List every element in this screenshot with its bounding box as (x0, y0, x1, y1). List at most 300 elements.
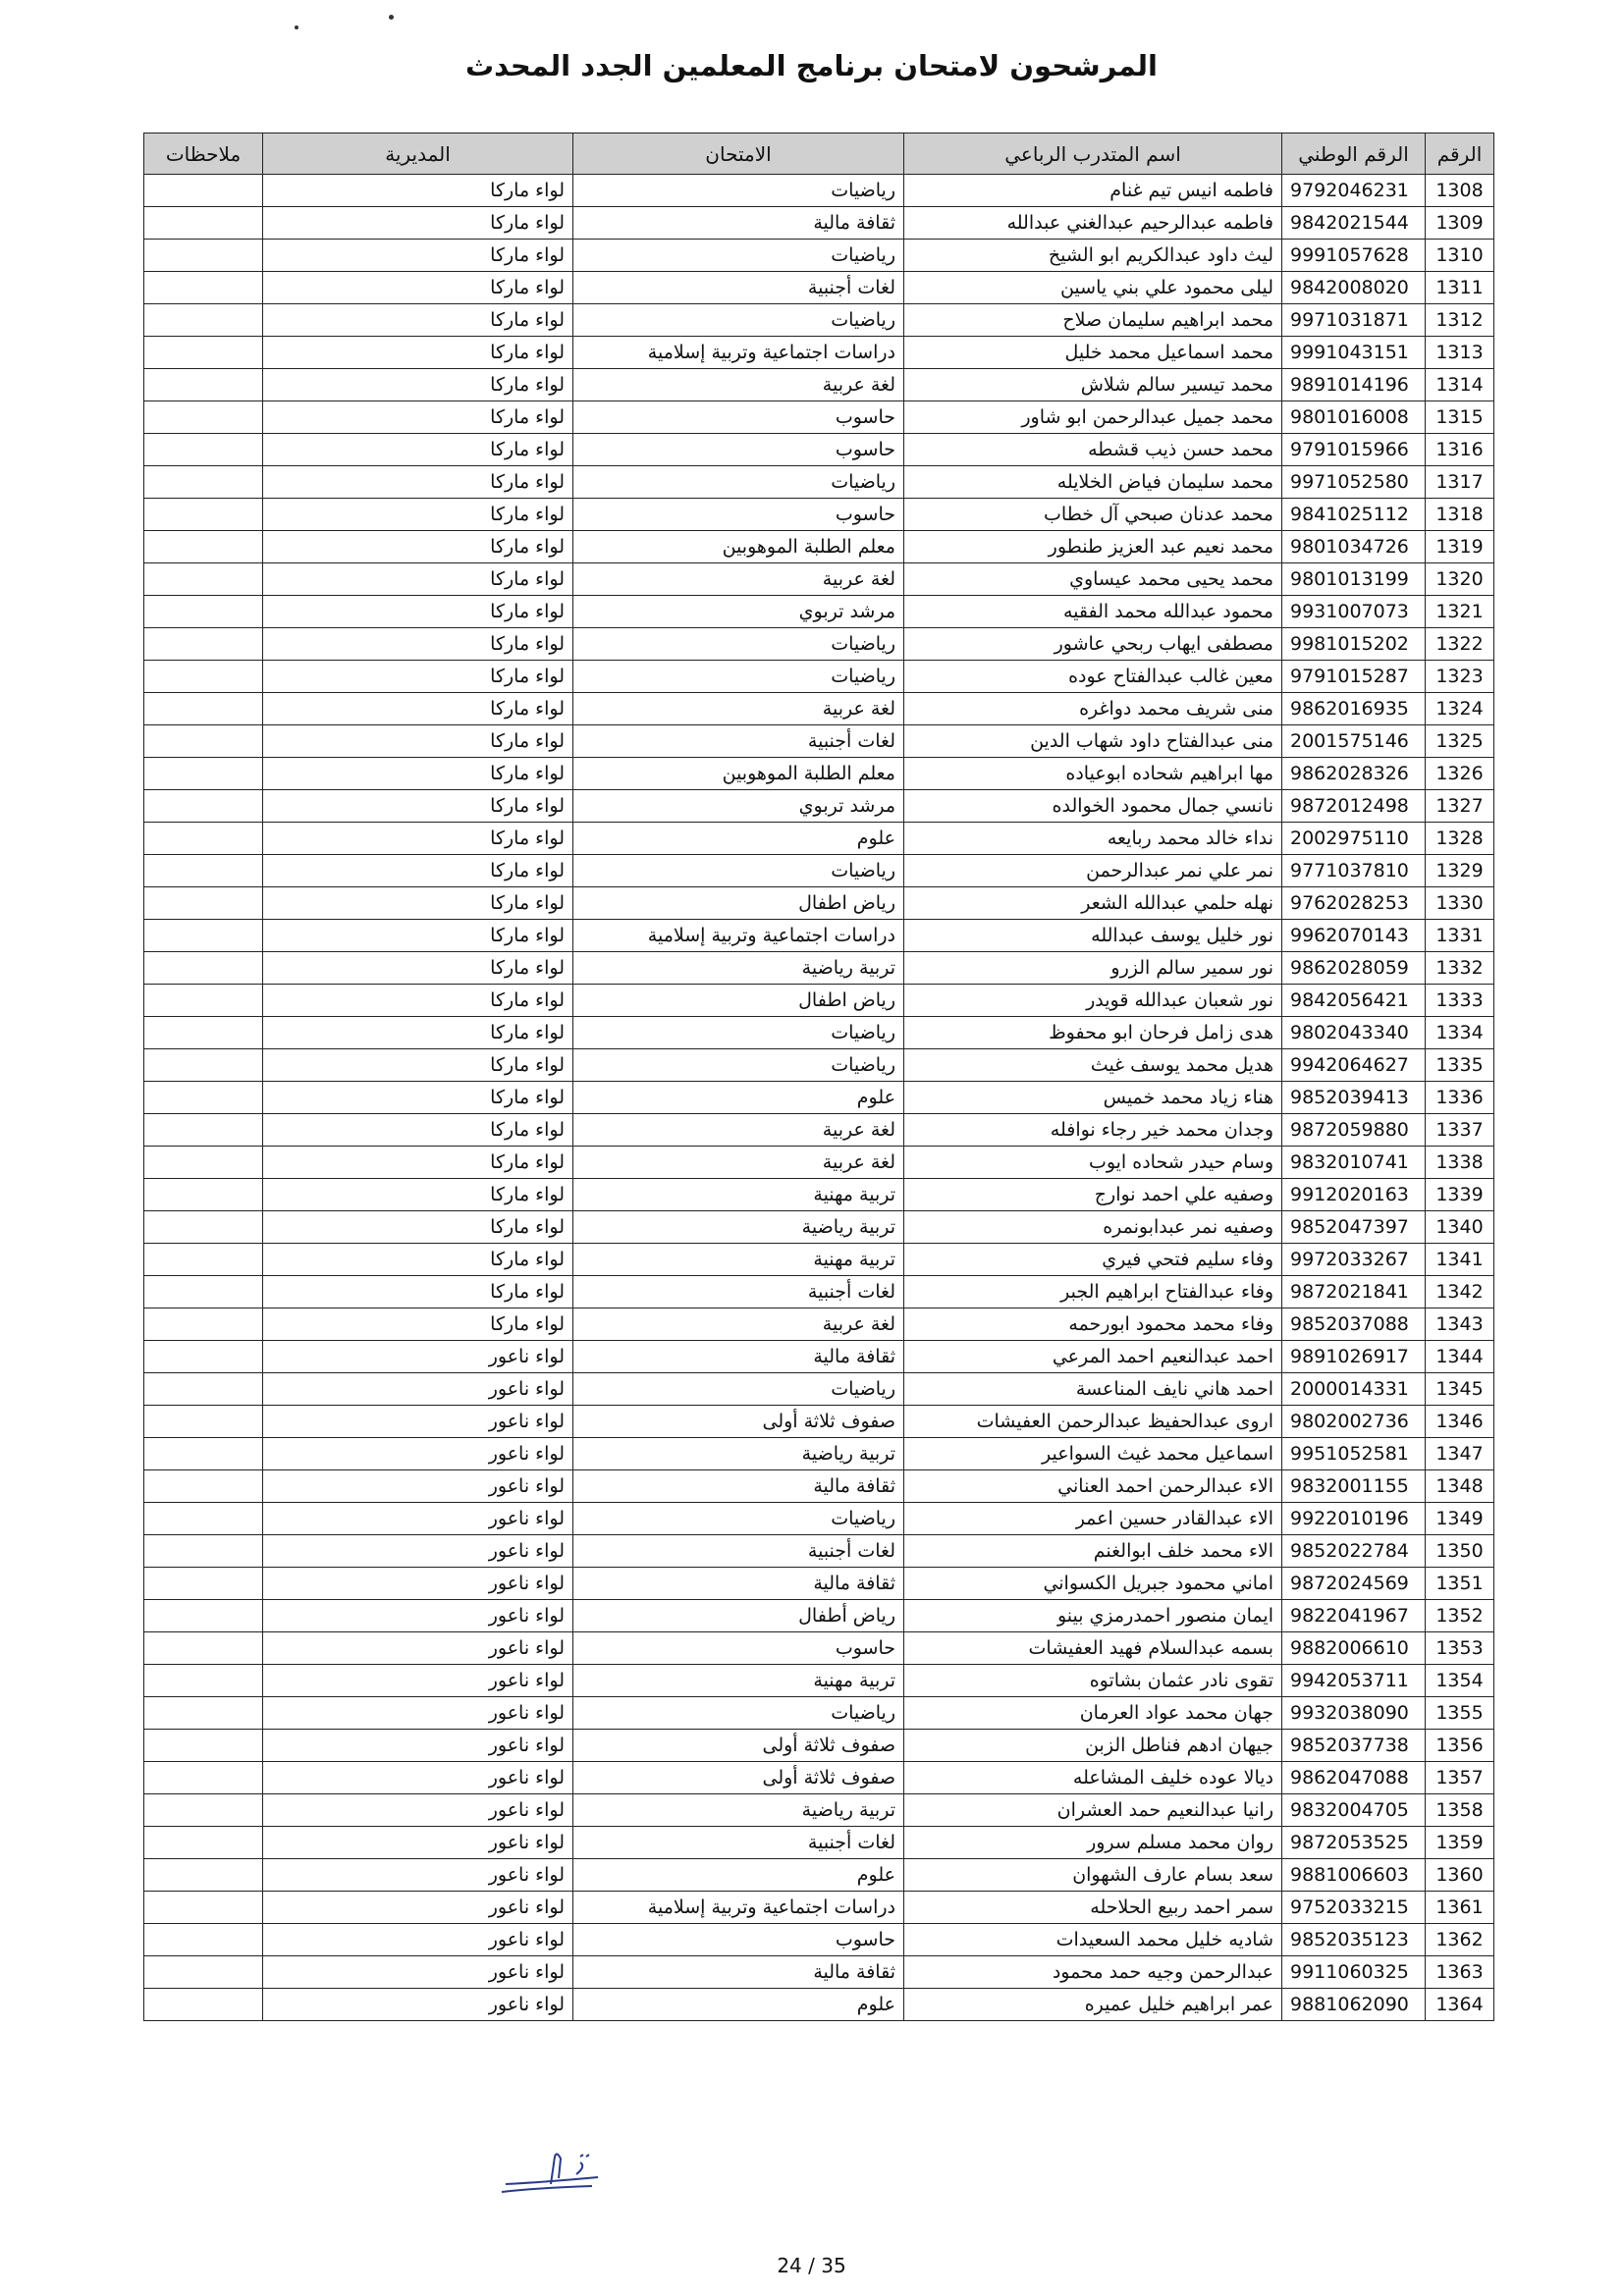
national-id-cell: 9972033267 (1282, 1244, 1426, 1276)
exam-subject-cell: رياض اطفال (573, 985, 904, 1017)
row-number-cell: 1359 (1426, 1827, 1494, 1859)
directorate-cell: لواء ماركا (263, 499, 573, 531)
national-id-cell: 9822041967 (1282, 1600, 1426, 1632)
exam-subject-cell: علوم (573, 1989, 904, 2021)
notes-cell (144, 1114, 263, 1147)
directorate-cell: لواء ماركا (263, 563, 573, 596)
trainee-name-cell: احمد عبدالنعيم احمد المرعي (904, 1341, 1282, 1373)
trainee-name-cell: عمر ابراهيم خليل عميره (904, 1989, 1282, 2021)
exam-subject-cell: رياضيات (573, 1017, 904, 1049)
national-id-cell: 9891014196 (1282, 369, 1426, 401)
national-id-cell: 9791015287 (1282, 661, 1426, 693)
directorate-cell: لواء ماركا (263, 337, 573, 369)
exam-subject-cell: رياضيات (573, 1503, 904, 1535)
national-id-cell: 9872053525 (1282, 1827, 1426, 1859)
exam-subject-cell: ثقافة مالية (573, 1470, 904, 1503)
national-id-cell: 9801034726 (1282, 531, 1426, 563)
trainee-name-cell: روان محمد مسلم سرور (904, 1827, 1282, 1859)
table-row (144, 855, 1494, 887)
exam-subject-cell: لغة عربية (573, 369, 904, 401)
trainee-name-cell: نمر علي نمر عبدالرحمن (904, 855, 1282, 887)
directorate-cell: لواء ماركا (263, 823, 573, 855)
notes-cell (144, 434, 263, 466)
exam-subject-cell: لغات أجنبية (573, 1827, 904, 1859)
national-id-cell: 9931007073 (1282, 596, 1426, 628)
table-row (144, 1665, 1494, 1697)
exam-subject-cell: رياض أطفال (573, 1600, 904, 1632)
national-id-cell: 9852039413 (1282, 1082, 1426, 1114)
notes-cell (144, 920, 263, 952)
notes-cell (144, 272, 263, 304)
national-id-cell: 9771037810 (1282, 855, 1426, 887)
exam-subject-cell: لغة عربية (573, 1147, 904, 1179)
trainee-name-cell: محمد ابراهيم سليمان صلاح (904, 304, 1282, 337)
notes-cell (144, 1892, 263, 1924)
row-number-cell: 1354 (1426, 1665, 1494, 1697)
row-number-cell: 1308 (1426, 175, 1494, 207)
notes-cell (144, 1665, 263, 1697)
row-number-cell: 1331 (1426, 920, 1494, 952)
table-row (144, 1794, 1494, 1827)
row-number-cell: 1343 (1426, 1308, 1494, 1341)
notes-cell (144, 1276, 263, 1308)
trainee-name-cell: عبدالرحمن وجيه حمد محمود (904, 1956, 1282, 1989)
notes-cell (144, 1794, 263, 1827)
exam-subject-cell: علوم (573, 1082, 904, 1114)
notes-cell (144, 1956, 263, 1989)
table-row (144, 1147, 1494, 1179)
table-row (144, 823, 1494, 855)
candidates-table (143, 133, 1494, 2021)
row-number-cell: 1324 (1426, 693, 1494, 725)
trainee-name-cell: تقوى نادر عثمان بشاتوه (904, 1665, 1282, 1697)
directorate-cell: لواء ناعور (263, 1632, 573, 1665)
exam-subject-cell: رياضيات (573, 1373, 904, 1406)
exam-subject-cell: علوم (573, 823, 904, 855)
notes-cell (144, 563, 263, 596)
table-row (144, 693, 1494, 725)
table-row (144, 628, 1494, 661)
table-row (144, 240, 1494, 272)
national-id-cell: 9981015202 (1282, 628, 1426, 661)
row-number-cell: 1340 (1426, 1211, 1494, 1244)
notes-cell (144, 823, 263, 855)
national-id-cell: 9862047088 (1282, 1762, 1426, 1794)
exam-subject-cell: دراسات اجتماعية وتربية إسلامية (573, 920, 904, 952)
row-number-cell: 1351 (1426, 1568, 1494, 1600)
table-row (144, 499, 1494, 531)
table-row (144, 1341, 1494, 1373)
directorate-cell: لواء ماركا (263, 175, 573, 207)
exam-subject-cell: حاسوب (573, 1924, 904, 1956)
directorate-cell: لواء ماركا (263, 1211, 573, 1244)
directorate-cell: لواء ماركا (263, 531, 573, 563)
trainee-name-cell: الاء عبدالقادر حسين اعمر (904, 1503, 1282, 1535)
national-id-cell: 9872024569 (1282, 1568, 1426, 1600)
table-row (144, 1697, 1494, 1730)
row-number-cell: 1313 (1426, 337, 1494, 369)
trainee-name-cell: وفاء محمد محمود ابورحمه (904, 1308, 1282, 1341)
national-id-cell: 2001575146 (1282, 725, 1426, 758)
row-number-cell: 1363 (1426, 1956, 1494, 1989)
national-id-cell: 9881062090 (1282, 1989, 1426, 2021)
notes-cell (144, 725, 263, 758)
table-row (144, 369, 1494, 401)
notes-cell (144, 1924, 263, 1956)
table-row (144, 790, 1494, 823)
notes-cell (144, 369, 263, 401)
directorate-cell: لواء ماركا (263, 1017, 573, 1049)
national-id-cell: 9932038090 (1282, 1697, 1426, 1730)
table-row (144, 304, 1494, 337)
directorate-cell: لواء ناعور (263, 1665, 573, 1697)
row-number-cell: 1332 (1426, 952, 1494, 985)
table-row (144, 1211, 1494, 1244)
notes-cell (144, 1535, 263, 1568)
scan-speck (389, 15, 394, 20)
national-id-cell: 9801013199 (1282, 563, 1426, 596)
notes-cell (144, 1503, 263, 1535)
exam-subject-cell: تربية مهنية (573, 1179, 904, 1211)
directorate-cell: لواء ماركا (263, 693, 573, 725)
signature (496, 2145, 604, 2204)
exam-subject-cell: رياض اطفال (573, 887, 904, 920)
directorate-cell: لواء ماركا (263, 855, 573, 887)
trainee-name-cell: فاطمه عبدالرحيم عبدالغني عبدالله (904, 207, 1282, 240)
notes-cell (144, 1308, 263, 1341)
exam-subject-cell: تربية مهنية (573, 1665, 904, 1697)
row-number-cell: 1334 (1426, 1017, 1494, 1049)
directorate-cell: لواء ماركا (263, 596, 573, 628)
table-row (144, 434, 1494, 466)
notes-cell (144, 1438, 263, 1470)
national-id-cell: 9951052581 (1282, 1438, 1426, 1470)
national-id-cell: 9872059880 (1282, 1114, 1426, 1147)
table-row (144, 466, 1494, 499)
table-row (144, 1276, 1494, 1308)
notes-cell (144, 1568, 263, 1600)
notes-cell (144, 628, 263, 661)
row-number-cell: 1358 (1426, 1794, 1494, 1827)
directorate-cell: لواء ناعور (263, 1470, 573, 1503)
trainee-name-cell: شاديه خليل محمد السعيدات (904, 1924, 1282, 1956)
national-id-cell: 9832010741 (1282, 1147, 1426, 1179)
row-number-cell: 1342 (1426, 1276, 1494, 1308)
notes-cell (144, 1179, 263, 1211)
table-row (144, 661, 1494, 693)
trainee-name-cell: معين غالب عبدالفتاح عوده (904, 661, 1282, 693)
directorate-cell: لواء ماركا (263, 920, 573, 952)
notes-cell (144, 887, 263, 920)
row-number-cell: 1328 (1426, 823, 1494, 855)
row-number-cell: 1327 (1426, 790, 1494, 823)
table-body (144, 175, 1494, 2021)
trainee-name-cell: الاء محمد خلف ابوالغنم (904, 1535, 1282, 1568)
row-number-cell: 1341 (1426, 1244, 1494, 1276)
row-number-cell: 1312 (1426, 304, 1494, 337)
exam-subject-cell: لغات أجنبية (573, 1276, 904, 1308)
trainee-name-cell: مصطفى ايهاب ربحي عاشور (904, 628, 1282, 661)
exam-subject-cell: لغات أجنبية (573, 272, 904, 304)
directorate-cell: لواء ماركا (263, 952, 573, 985)
trainee-name-cell: احمد هاني نايف المناعسة (904, 1373, 1282, 1406)
notes-cell (144, 855, 263, 887)
national-id-cell: 9791015966 (1282, 434, 1426, 466)
header-exam: الامتحان (573, 133, 904, 175)
table-row (144, 1827, 1494, 1859)
exam-subject-cell: ثقافة مالية (573, 1568, 904, 1600)
exam-subject-cell: رياضيات (573, 304, 904, 337)
directorate-cell: لواء ماركا (263, 1308, 573, 1341)
directorate-cell: لواء ماركا (263, 401, 573, 434)
exam-subject-cell: رياضيات (573, 466, 904, 499)
directorate-cell: لواء ماركا (263, 1276, 573, 1308)
directorate-cell: لواء ماركا (263, 725, 573, 758)
table-row (144, 1859, 1494, 1892)
national-id-cell: 9801016008 (1282, 401, 1426, 434)
table-row (144, 887, 1494, 920)
trainee-name-cell: محمد جميل عبدالرحمن ابو شاور (904, 401, 1282, 434)
row-number-cell: 1347 (1426, 1438, 1494, 1470)
page-title: المرشحون لامتحان برنامج المعلمين الجدد المحدث (465, 49, 1158, 82)
scan-speck (295, 26, 298, 29)
trainee-name-cell: وفاء عبدالفتاح ابراهيم الجبر (904, 1276, 1282, 1308)
row-number-cell: 1309 (1426, 207, 1494, 240)
exam-subject-cell: مرشد تربوي (573, 596, 904, 628)
national-id-cell: 9942064627 (1282, 1049, 1426, 1082)
header-name: اسم المتدرب الرباعي (904, 133, 1282, 175)
table-row (144, 1049, 1494, 1082)
directorate-cell: لواء ناعور (263, 1892, 573, 1924)
notes-cell (144, 1341, 263, 1373)
directorate-cell: لواء ماركا (263, 1244, 573, 1276)
trainee-name-cell: محمد نعيم عبد العزيز طنطور (904, 531, 1282, 563)
row-number-cell: 1317 (1426, 466, 1494, 499)
directorate-cell: لواء ناعور (263, 1535, 573, 1568)
trainee-name-cell: وصفيه علي احمد نوارج (904, 1179, 1282, 1211)
national-id-cell: 9841025112 (1282, 499, 1426, 531)
row-number-cell: 1321 (1426, 596, 1494, 628)
notes-cell (144, 693, 263, 725)
row-number-cell: 1336 (1426, 1082, 1494, 1114)
national-id-cell: 9802043340 (1282, 1017, 1426, 1049)
notes-cell (144, 1697, 263, 1730)
trainee-name-cell: مها ابراهيم شحاده ابوعياده (904, 758, 1282, 790)
table-row (144, 272, 1494, 304)
row-number-cell: 1345 (1426, 1373, 1494, 1406)
exam-subject-cell: رياضيات (573, 1697, 904, 1730)
notes-cell (144, 1859, 263, 1892)
exam-subject-cell: تربية رياضية (573, 1794, 904, 1827)
row-number-cell: 1350 (1426, 1535, 1494, 1568)
trainee-name-cell: ايمان منصور احمدرمزي بينو (904, 1600, 1282, 1632)
exam-subject-cell: ثقافة مالية (573, 1956, 904, 1989)
trainee-name-cell: هدى زامل فرحان ابو محفوظ (904, 1017, 1282, 1049)
trainee-name-cell: نداء خالد محمد ربايعه (904, 823, 1282, 855)
exam-subject-cell: مرشد تربوي (573, 790, 904, 823)
notes-cell (144, 1730, 263, 1762)
table-row (144, 401, 1494, 434)
table-row (144, 1762, 1494, 1794)
row-number-cell: 1326 (1426, 758, 1494, 790)
trainee-name-cell: نانسي جمال محمود الخوالده (904, 790, 1282, 823)
exam-subject-cell: لغة عربية (573, 563, 904, 596)
table-row (144, 1956, 1494, 1989)
row-number-cell: 1320 (1426, 563, 1494, 596)
notes-cell (144, 985, 263, 1017)
exam-subject-cell: لغة عربية (573, 1114, 904, 1147)
notes-cell (144, 1082, 263, 1114)
trainee-name-cell: رانيا عبدالنعيم حمد العشران (904, 1794, 1282, 1827)
notes-cell (144, 758, 263, 790)
directorate-cell: لواء ماركا (263, 1049, 573, 1082)
national-id-cell: 9862016935 (1282, 693, 1426, 725)
table-row (144, 1470, 1494, 1503)
directorate-cell: لواء ماركا (263, 304, 573, 337)
notes-cell (144, 1762, 263, 1794)
national-id-cell: 9872021841 (1282, 1276, 1426, 1308)
trainee-name-cell: محمد سليمان فياض الخلايله (904, 466, 1282, 499)
directorate-cell: لواء ناعور (263, 1762, 573, 1794)
directorate-cell: لواء ناعور (263, 1438, 573, 1470)
row-number-cell: 1314 (1426, 369, 1494, 401)
directorate-cell: لواء ناعور (263, 1341, 573, 1373)
national-id-cell: 9991057628 (1282, 240, 1426, 272)
table-row (144, 920, 1494, 952)
directorate-cell: لواء ماركا (263, 272, 573, 304)
notes-cell (144, 240, 263, 272)
directorate-cell: لواء ماركا (263, 1147, 573, 1179)
exam-subject-cell: لغات أجنبية (573, 725, 904, 758)
table-row (144, 1989, 1494, 2021)
row-number-cell: 1335 (1426, 1049, 1494, 1082)
row-number-cell: 1344 (1426, 1341, 1494, 1373)
notes-cell (144, 175, 263, 207)
row-number-cell: 1362 (1426, 1924, 1494, 1956)
exam-subject-cell: دراسات اجتماعية وتربية إسلامية (573, 337, 904, 369)
trainee-name-cell: نور سمير سالم الزرو (904, 952, 1282, 985)
row-number-cell: 1352 (1426, 1600, 1494, 1632)
directorate-cell: لواء ناعور (263, 1989, 573, 2021)
trainee-name-cell: وصفيه نمر عبدابونمره (904, 1211, 1282, 1244)
national-id-cell: 9882006610 (1282, 1632, 1426, 1665)
national-id-cell: 9862028326 (1282, 758, 1426, 790)
row-number-cell: 1361 (1426, 1892, 1494, 1924)
row-number-cell: 1333 (1426, 985, 1494, 1017)
national-id-cell: 9842056421 (1282, 985, 1426, 1017)
table-row (144, 1892, 1494, 1924)
trainee-name-cell: محمد عدنان صبحي آل خطاب (904, 499, 1282, 531)
trainee-name-cell: منى عبدالفتاح داود شهاب الدين (904, 725, 1282, 758)
national-id-cell: 9752033215 (1282, 1892, 1426, 1924)
directorate-cell: لواء ماركا (263, 758, 573, 790)
notes-cell (144, 1600, 263, 1632)
national-id-cell: 9852037738 (1282, 1730, 1426, 1762)
national-id-cell: 9971031871 (1282, 304, 1426, 337)
directorate-cell: لواء ناعور (263, 1859, 573, 1892)
trainee-name-cell: اسماعيل محمد غيث السواعير (904, 1438, 1282, 1470)
row-number-cell: 1353 (1426, 1632, 1494, 1665)
row-number-cell: 1325 (1426, 725, 1494, 758)
table-row (144, 725, 1494, 758)
national-id-cell: 9912020163 (1282, 1179, 1426, 1211)
trainee-name-cell: وفاء سليم فتحي فيري (904, 1244, 1282, 1276)
directorate-cell: لواء ماركا (263, 1179, 573, 1211)
national-id-cell: 9852035123 (1282, 1924, 1426, 1956)
exam-subject-cell: تربية رياضية (573, 1438, 904, 1470)
trainee-name-cell: الاء عبدالرحمن احمد العناني (904, 1470, 1282, 1503)
national-id-cell: 9911060325 (1282, 1956, 1426, 1989)
table-row (144, 1082, 1494, 1114)
national-id-cell: 9852037088 (1282, 1308, 1426, 1341)
trainee-name-cell: سعد بسام عارف الشهوان (904, 1859, 1282, 1892)
exam-subject-cell: رياضيات (573, 628, 904, 661)
trainee-name-cell: فاطمه انيس تيم غنام (904, 175, 1282, 207)
trainee-name-cell: ليث داود عبدالكريم ابو الشيخ (904, 240, 1282, 272)
national-id-cell: 9842021544 (1282, 207, 1426, 240)
table-row (144, 1114, 1494, 1147)
national-id-cell: 9891026917 (1282, 1341, 1426, 1373)
row-number-cell: 1346 (1426, 1406, 1494, 1438)
table-row (144, 758, 1494, 790)
directorate-cell: لواء ناعور (263, 1730, 573, 1762)
header-notes: ملاحظات (144, 133, 263, 175)
exam-subject-cell: حاسوب (573, 401, 904, 434)
row-number-cell: 1348 (1426, 1470, 1494, 1503)
table-row (144, 1406, 1494, 1438)
national-id-cell: 9762028253 (1282, 887, 1426, 920)
exam-subject-cell: ثقافة مالية (573, 207, 904, 240)
directorate-cell: لواء ناعور (263, 1503, 573, 1535)
directorate-cell: لواء ماركا (263, 240, 573, 272)
exam-subject-cell: تربية رياضية (573, 952, 904, 985)
national-id-cell: 2002975110 (1282, 823, 1426, 855)
trainee-name-cell: اماني محمود جبريل الكسواني (904, 1568, 1282, 1600)
national-id-cell: 9881006603 (1282, 1859, 1426, 1892)
national-id-cell: 9862028059 (1282, 952, 1426, 985)
directorate-cell: لواء ماركا (263, 790, 573, 823)
exam-subject-cell: معلم الطلبة الموهوبين (573, 758, 904, 790)
row-number-cell: 1339 (1426, 1179, 1494, 1211)
table-row (144, 1600, 1494, 1632)
table-row (144, 1632, 1494, 1665)
header-national-id: الرقم الوطني (1282, 133, 1426, 175)
directorate-cell: لواء ناعور (263, 1827, 573, 1859)
national-id-cell: 9852022784 (1282, 1535, 1426, 1568)
national-id-cell: 9962070143 (1282, 920, 1426, 952)
exam-subject-cell: معلم الطلبة الموهوبين (573, 531, 904, 563)
notes-cell (144, 304, 263, 337)
notes-cell (144, 790, 263, 823)
table-row (144, 1568, 1494, 1600)
table-header-row (144, 133, 1494, 175)
notes-cell (144, 1989, 263, 2021)
notes-cell (144, 1017, 263, 1049)
directorate-cell: لواء ناعور (263, 1568, 573, 1600)
trainee-name-cell: اروى عبدالحفيظ عبدالرحمن العفيشات (904, 1406, 1282, 1438)
notes-cell (144, 1373, 263, 1406)
row-number-cell: 1349 (1426, 1503, 1494, 1535)
national-id-cell: 9832001155 (1282, 1470, 1426, 1503)
table-row (144, 531, 1494, 563)
notes-cell (144, 1632, 263, 1665)
row-number-cell: 1310 (1426, 240, 1494, 272)
notes-cell (144, 1827, 263, 1859)
row-number-cell: 1322 (1426, 628, 1494, 661)
table-row (144, 1730, 1494, 1762)
directorate-cell: لواء ناعور (263, 1924, 573, 1956)
directorate-cell: لواء ماركا (263, 1082, 573, 1114)
